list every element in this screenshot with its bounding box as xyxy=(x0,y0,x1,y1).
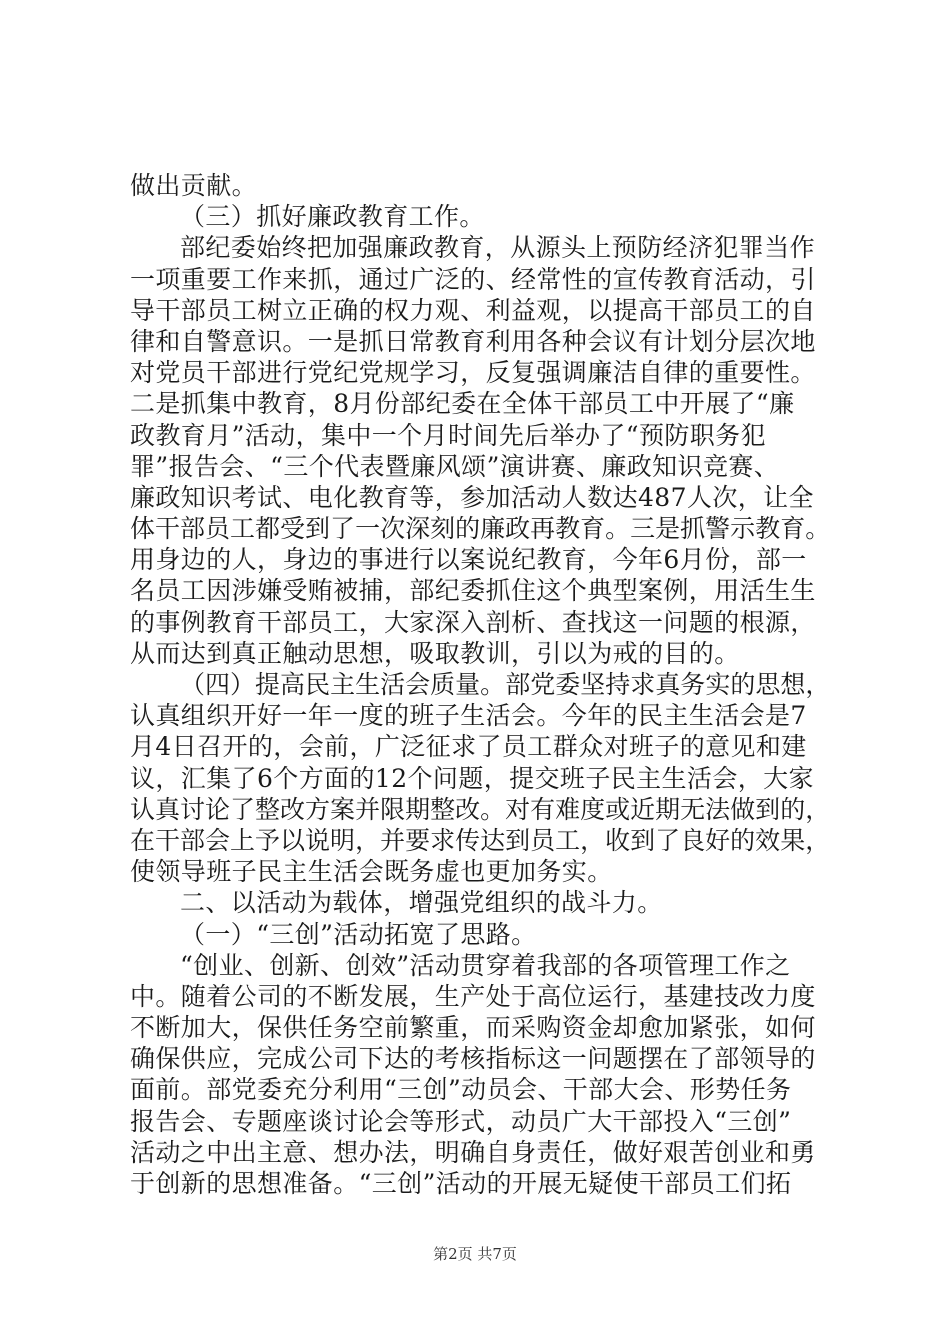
text-line: 政教育月”活动，集中一个月时间先后举办了“预防职务犯 xyxy=(130,420,766,450)
text-line: 在干部会上予以说明，并要求传达到员工，收到了良好的效果， xyxy=(130,825,830,855)
text-line: 认真讨论了整改方案并限期整改。对有难度或近期无法做到的， xyxy=(130,794,830,824)
text-line: 律和自警意识。一是抓日常教育利用各种会议有计划分层次地 xyxy=(130,326,816,356)
text-line: 确保供应，完成公司下达的考核指标这一问题摆在了部领导的 xyxy=(130,1044,816,1074)
text-line: 使领导班子民主生活会既务虚也更加务实。 xyxy=(130,857,613,887)
page-footer: 第2页 共7页 xyxy=(433,1245,517,1263)
text-line: （三）抓好廉政教育工作。 xyxy=(180,202,485,232)
text-line: 导干部员工树立正确的权力观、利益观，以提高干部员工的自 xyxy=(130,295,816,325)
text-line: 廉政知识考试、电化教育等，参加活动人数达487人次，让全 xyxy=(130,482,814,512)
text-line: 于创新的思想准备。“三创”活动的开展无疑使干部员工们拓 xyxy=(130,1169,792,1198)
text-line: 部纪委始终把加强廉政教育，从源头上预防经济犯罪当作 xyxy=(180,233,816,263)
text-line: 二是抓集中教育，8月份部纪委在全体干部员工中开展了“廉 xyxy=(130,389,795,419)
text-line: 面前。部党委充分利用“三创”动员会、干部大会、形势任务 xyxy=(130,1075,792,1105)
text-line: （一）“三创”活动拓宽了思路。 xyxy=(180,919,537,949)
document-body xyxy=(130,170,830,1199)
text-line: 从而达到真正触动思想，吸取教训，引以为戒的目的。 xyxy=(130,638,740,668)
text-line: 做出贡献。 xyxy=(130,171,258,200)
text-line: 一项重要工作来抓，通过广泛的、经常性的宣传教育活动，引 xyxy=(130,264,816,294)
text-line: 名员工因涉嫌受贿被捕，部纪委抓住这个典型案例，用活生生 xyxy=(130,576,816,606)
text-line: （四）提高民主生活会质量。部党委坚持求真务实的思想， xyxy=(180,670,830,699)
text-line: 议，汇集了6个方面的12个问题，提交班子民主生活会，大家 xyxy=(130,763,814,793)
text-line: 中。随着公司的不断发展，生产处于高位运行，基建技改力度 xyxy=(130,981,816,1011)
text-line: 报告会、专题座谈讨论会等形式，动员广大干部投入“三创” xyxy=(130,1106,792,1136)
text-line: 月4日召开的，会前，广泛征求了员工群众对班子的意见和建 xyxy=(130,732,807,762)
text-line: 活动之中出主意、想办法，明确自身责任，做好艰苦创业和勇 xyxy=(130,1137,816,1167)
text-line: 认真组织开好一年一度的班子生活会。今年的民主生活会是7 xyxy=(130,701,807,731)
text-line: 二、以活动为载体，增强党组织的战斗力。 xyxy=(180,888,663,918)
text-line: 的事例教育干部员工，大家深入剖析、查找这一问题的根源， xyxy=(130,607,816,637)
text-line: 体干部员工都受到了一次深刻的廉政再教育。三是抓警示教育。 xyxy=(130,514,830,544)
text-line: 对党员干部进行党纪党规学习，反复强调廉洁自律的重要性。 xyxy=(130,358,816,388)
text-line: 不断加大，保供任务空前繁重，而采购资金却愈加紧张，如何 xyxy=(130,1013,816,1043)
text-line: 用身边的人，身边的事进行以案说纪教育，今年6月份，部一 xyxy=(130,545,807,575)
text-line: 罪”报告会、“三个代表暨廉风颂”演讲赛、廉政知识竞赛、 xyxy=(130,451,780,481)
text-line: “创业、创新、创效”活动贯穿着我部的各项管理工作之 xyxy=(180,950,791,980)
